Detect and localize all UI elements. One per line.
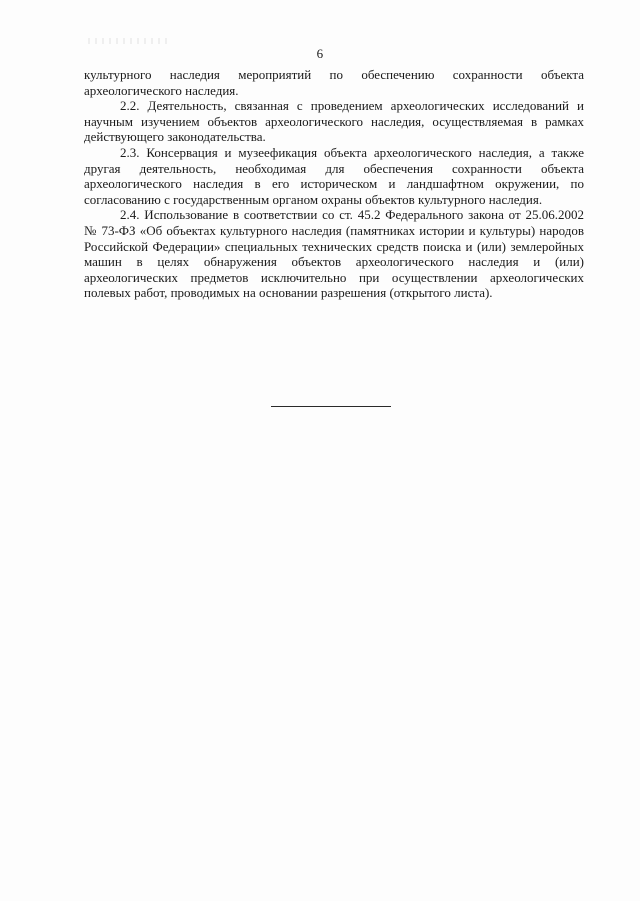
document-body [84, 67, 584, 301]
paragraph-2-2: 2.2. Деятельность, связанная с проведением археологических исследований и научным изучением объектов археологического наследия, осуществляемая в рамках действующего законодательства. [84, 98, 584, 145]
paragraph-2-3: 2.3. Консервация и музеефикация объекта археологического наследия, а также другая деятельность, необходимая для обеспечения сохранности объекта археологического наследия в его историческом и ландшафтном окружении, по согласованию с государственным органом охраны объектов культурного наследия. [84, 144, 584, 207]
paragraph-continuation: культурного наследия мероприятий по обеспечению сохранности объекта археологического наследия. [84, 67, 584, 98]
paragraph-2-4: 2.4. Использование в соответствии со ст. 45.2 Федерального закона от 25.06.2002 № 73-ФЗ «Об объектах культурного наследия (памятниках истории и культуры) народов Российской Федерации» специальных технических средств поиска и (или) землеройных машин в целях обнаружения объектов археологического наследия и (или) археологических предметов исключительно при осуществлении археологических полевых работ, проводимых на основании разрешения (открытого листа). [84, 207, 584, 301]
scan-artifact [88, 38, 168, 44]
page-number: 6 [316, 46, 324, 61]
end-separator-line [271, 406, 391, 407]
